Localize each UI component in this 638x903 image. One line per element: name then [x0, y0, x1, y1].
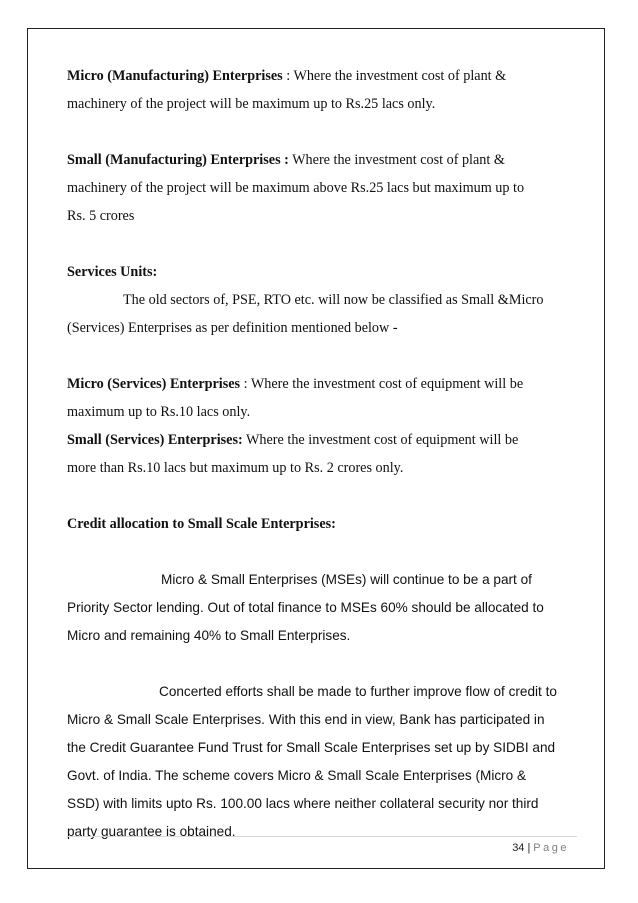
micro-services-paragraph: Micro (Services) Enterprises : Where the investment cost of equipment will be maximum up to Rs.10 lacs only. [67, 376, 524, 420]
credit-paragraph-2: Concerted efforts shall be made to further improve flow of credit to Micro & Small Scale Enterprises. With this end in view, Bank has participated in the Credit Guarantee Fund Trust for Small Scale Enterprises set up by SIDBI and Govt. of India. The scheme covers Micro & Small Scale Enterprises (Micro & SSD) with limits upto Rs. 100.00 lacs where neither collateral security nor third party guarantee is obtained. [67, 684, 557, 839]
micro-manufacturing-paragraph: Micro (Manufacturing) Enterprises : Where the investment cost of plant & machinery of the project will be maximum up to Rs.25 lacs only. [67, 68, 507, 112]
small-services-heading: Small (Services) Enterprises: [67, 432, 243, 448]
document-body [67, 62, 577, 846]
footer-divider [67, 836, 577, 837]
small-manufacturing-heading: Small (Manufacturing) Enterprises : [67, 152, 289, 168]
page-number: 34 [512, 842, 525, 854]
micro-services-heading: Micro (Services) Enterprises [67, 376, 241, 392]
credit-paragraph-1: Micro & Small Enterprises (MSEs) will continue to be a part of Priority Sector lending. Out of total finance to MSEs 60% should be allocated to Micro and remaining 40% to Small Enterprises. [67, 572, 544, 643]
page-footer [512, 842, 569, 854]
credit-allocation-heading: Credit allocation to Small Scale Enterprises: [67, 516, 336, 532]
page-label: Page [533, 842, 569, 854]
micro-manufacturing-heading: Micro (Manufacturing) Enterprises [67, 68, 283, 84]
services-units-heading: Services Units: [67, 264, 158, 280]
services-units-paragraph: Services Units: The old sectors of, PSE, RTO etc. will now be classified as Small &Micro (Services) Enterprises as per definition mentioned below - [67, 264, 544, 336]
small-manufacturing-paragraph: Small (Manufacturing) Enterprises : Where the investment cost of plant & machinery of the project will be maximum above Rs.25 lacs but maximum up to Rs. 5 crores [67, 152, 525, 224]
small-services-paragraph: Small (Services) Enterprises: Where the investment cost of equipment will be more than Rs.10 lacs but maximum up to Rs. 2 crores only. [67, 432, 519, 476]
footer-separator: | [527, 842, 531, 854]
